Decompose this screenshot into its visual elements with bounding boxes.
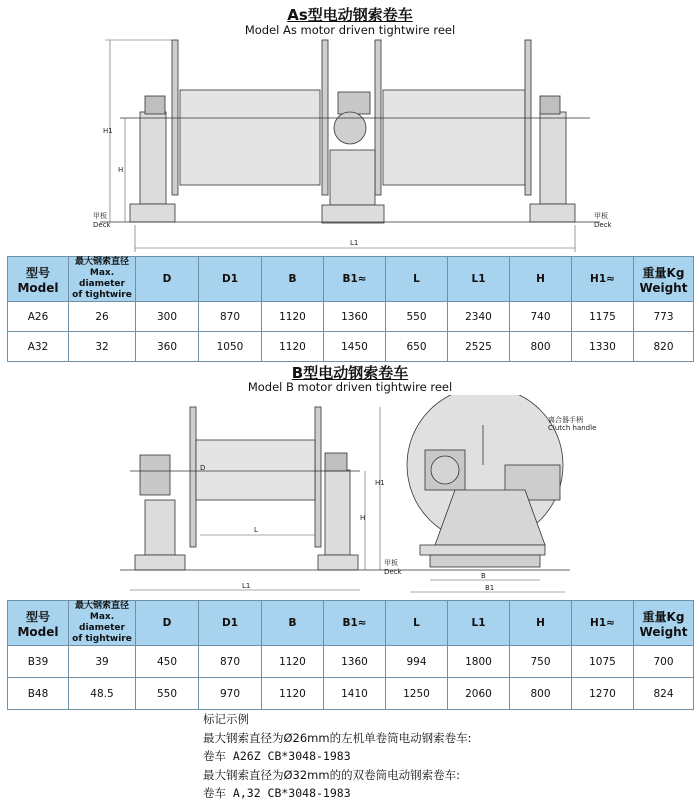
- clutch-label-cn: 离合器手柄: [548, 416, 583, 424]
- deck-label-cn-right: 甲板: [594, 212, 608, 220]
- dim-l1-label: L1: [350, 239, 359, 247]
- drawing-model-b: [0, 395, 700, 600]
- dim-l-label: L: [254, 526, 258, 534]
- deck-label-en-left: Deck: [93, 221, 111, 229]
- col-h: H: [510, 601, 572, 646]
- dim-d-label: D: [200, 464, 206, 472]
- clutch-label-en: Clutch handle: [548, 424, 597, 432]
- table-row: B48 48.5 550 970 1120 1410 1250 2060 800 1270 824: [8, 678, 694, 710]
- deck-label-en-right: Deck: [594, 221, 612, 229]
- marking-example-notes: [203, 710, 471, 803]
- col-max-diameter: 最大钢索直径 Max. diameter of tightwire: [69, 257, 136, 302]
- notes-line-4: 卷车 A,32 CB*3048-1983: [203, 786, 351, 800]
- deck-label-cn-left: 甲板: [93, 212, 107, 220]
- section-b-subtitle: Model B motor driven tightwire reel: [247, 380, 453, 394]
- dim-b-label: B: [481, 572, 486, 580]
- dim-l1-label: L1: [242, 582, 251, 590]
- spec-table-model-as: [7, 256, 694, 362]
- notes-line-3: 最大钢索直径为Ø32mm的的双卷筒电动钢索卷车:: [203, 767, 460, 782]
- section-b-title: B型电动钢索卷车: [291, 364, 409, 382]
- col-model: 型号 Model: [8, 257, 69, 302]
- section-a-title: As型电动钢索卷车: [287, 6, 413, 24]
- deck-label-cn: 甲板: [384, 559, 398, 567]
- notes-heading: 标记示例: [203, 712, 249, 726]
- dim-h1-label: H1: [375, 479, 385, 487]
- dim-h-label: H: [118, 166, 124, 174]
- col-weight: 重量Kg Weight: [634, 601, 694, 646]
- col-l1: L1: [448, 257, 510, 302]
- col-b1: B1≈: [324, 257, 386, 302]
- col-b1: B1≈: [324, 601, 386, 646]
- col-d: D: [136, 257, 199, 302]
- section-a-subtitle: Model As motor driven tightwire reel: [244, 23, 456, 37]
- dim-b1-label: B1: [485, 584, 495, 592]
- col-b: B: [262, 257, 324, 302]
- col-h1: H1≈: [572, 601, 634, 646]
- col-max-diameter: 最大钢索直径 Max. diameter of tightwire: [69, 601, 136, 646]
- table-row: A26 26 300 870 1120 1360 550 2340 740 1175 773: [8, 302, 694, 332]
- col-model: 型号 Model: [8, 601, 69, 646]
- col-d1: D1: [199, 601, 262, 646]
- table-row: B39 39 450 870 1120 1360 994 1800 750 1075 700: [8, 646, 694, 678]
- col-l: L: [386, 257, 448, 302]
- dim-h-label: H: [360, 514, 366, 522]
- col-h1: H1≈: [572, 257, 634, 302]
- col-h: H: [510, 257, 572, 302]
- deck-label-en: Deck: [384, 568, 402, 576]
- col-b: B: [262, 601, 324, 646]
- spec-table-model-b: [7, 600, 694, 710]
- col-l: L: [386, 601, 448, 646]
- col-weight: 重量Kg Weight: [634, 257, 694, 302]
- notes-line-2: 卷车 A26Z CB*3048-1983: [203, 749, 351, 763]
- col-d: D: [136, 601, 199, 646]
- dim-h1-label: H1: [103, 127, 113, 135]
- col-l1: L1: [448, 601, 510, 646]
- notes-line-1: 最大钢索直径为Ø26mm的左机单卷筒电动钢索卷车:: [203, 730, 472, 745]
- table-row: A32 32 360 1050 1120 1450 650 2525 800 1330 820: [8, 332, 694, 362]
- drawing-model-as: [0, 0, 700, 255]
- col-d1: D1: [199, 257, 262, 302]
